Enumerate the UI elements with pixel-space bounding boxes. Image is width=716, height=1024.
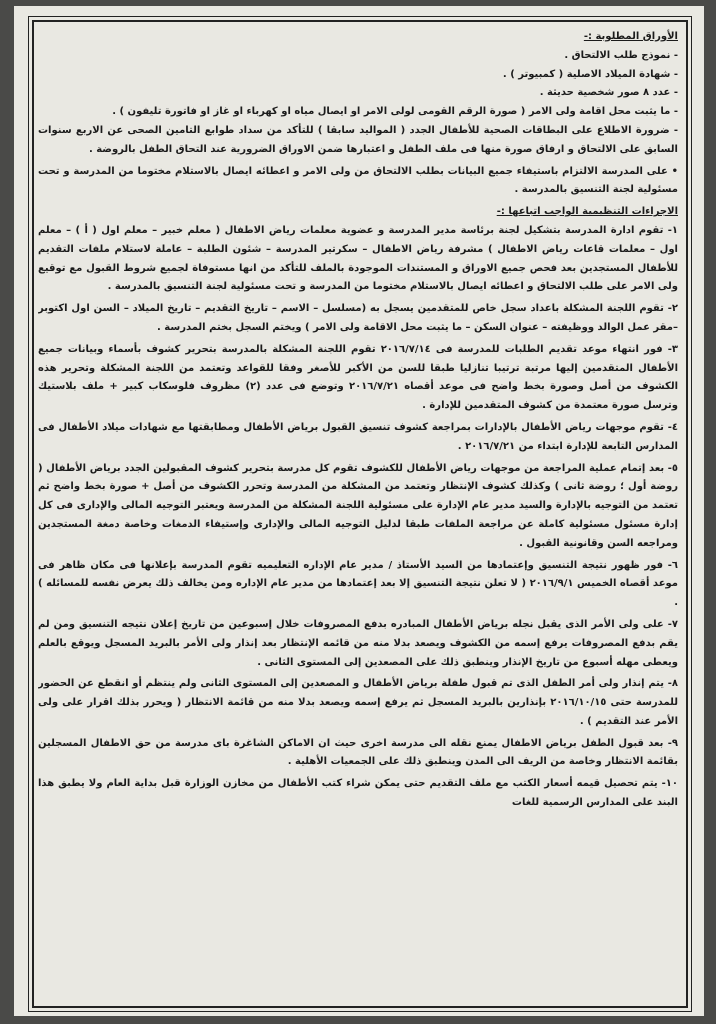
procedure-item: ٥- بعد إتمام عملية المراجعة من موجهات رياض الأطفال للكشوف تقوم كل مدرسة بتحرير كشوف المقبولين الجدد برياض الأطفال ( روضة أول ؛ روضة ثانى ) وكذلك كشوف الإنتظار وتعتمد من المشكلة من المدرسة وتحرر الكشوف من أصل + صورة بخط واضح ثم تعتمد من التوجيه بالإدارة والسيد مدير عام الإدارة على مسئولية اللجنة المشكلة من المدرسة ويعتبر التوجيه المالى والإدارى فى كل إدارة مسئول مسئولية كاملة عن مراجعة الملفات طبقا لدليل التوجيه المالى والإدارى وإستيفاء الدمغات وخاصة دمغة المستجدين ومراجعه السن وقانونية القبول . [38,462,678,549]
procedure-item: ١- تقوم ادارة المدرسة بتشكيل لجنة برئاسة مدير المدرسة و عضوية معلمات رياض الاطفال ( معلم خبير – معلم اول ( أ ) – معلم اول – معلمات قاعات رياض الاطفال ) مشرفة رياض الاطفال – سكرتير المدرسة – شئون الطلبة – عاملة لاستلام ملفات التقديم للأطفال المستجدين بعد فحص جميع الاوراق و المستندات الموجودة بالملف للتأكد من انها مستوفاة لجميع شروط القبول مع توقيع ولى الامر على طلب الالتحاق و اعطائه ايصال بالاستلام مختوما من المدرسة و تحت مسئولية لجنة التنسيق بالمدرسة . [38,224,678,293]
procedure-item: ٦- فور ظهور نتيجة التنسيق وإعتمادها من السيد الأستاذ / مدير عام الإداره التعليميه تقوم المدرسة بإعلانها فى مكان ظاهر فى موعد أقصاه الخميس ٢٠١٦/٩/١ ( لا تعلن نتيجة التنسيق إلا بعد إعتمادها من مدير عام الإداره ومن يخالف ذلك يعرض نفسه للمسائله ) . [38,559,678,609]
required-papers-list [38,47,678,200]
procedures-list [38,222,678,813]
procedure-item: ٩- بعد قبول الطفل برياض الاطفال يمنع نقله الى مدرسة اخرى حيث ان الاماكن الشاغرة باى مدرسة من حق الاطفال المسجلين بقائمة الانتظار وخاصة من الريف الى المدن وينطبق ذلك على الجمعيات الأهلية . [38,737,678,768]
list-item: - نموذج طلب الالتحاق . [564,49,678,61]
procedure-item: ٣- فور انتهاء موعد تقديم الطلبات للمدرسة فى ٢٠١٦/٧/١٤ تقوم اللجنة المشكلة بالمدرسة بتحرير كشوف بأسماء وبيانات جميع الأطفال المتقدمين إليها مرتبة ترتيبا تنازليا طبقا للسن من الأكبر للأصغر وفقا للقواعد وتعتمد من اللجنة المشكلة وتحرير هذه الكشوف من أصل وصورة بخط واضح فى موعد أقصاه ٢٠١٦/٧/٢١ وتوضع فى عدد (٢) مظروف فلوسكاب كبير + ملف بلاستيك وترسل صورة معتمدة من كشوف المتقدمين للإدارة . [38,343,678,412]
list-item: - عدد ٨ صور شخصية حديثة . [539,87,678,99]
list-item: - ضرورة الاطلاع على البطاقات الصحية للأطفال الجدد ( المواليد سابقا ) للتأكد من سداد طوابع التامين الصحى عن الاربع سنوات السابق على الالتحاق و ارفاق صورة منها فى ملف الطفل و اعتبارها ضمن الاوراق الضرورية عند التحاق الطفل بالروضة . [38,124,678,155]
procedure-item: ٧- على ولى الأمر الذى يقبل نجله برياض الأطفال المبادره بدفع المصروفات خلال إسبوعين من تاريخ إعلان نتيجه التنسيق ومن لم يقم بدفع المصروفات يرفع إسمه من الكشوف ويصعد بدلا منه من قائمه الإنتظار بعد إنذار ولى الأمر بالبريد المسجل ويوقع بالعلم ويعطى مهله أسبوع من تاريخ الإنذار وينطبق ذلك على المصعدين إلى المستوى الثانى . [38,618,678,668]
procedure-item: ٤- تقوم موجهات رياض الأطفال بالإدارات بمراجعة كشوف تنسيق القبول برياض الأطفال ومطابقتها مع شهادات ميلاد الأطفال فى المدارس التابعة للإدارة ابتداء من ٢٠١٦/٧/٢١ . [38,421,678,452]
required-papers-heading: الأوراق المطلوبة :- [583,31,678,42]
document-body [38,28,678,1000]
list-item: - شهادة الميلاد الاصلية ( كمبيوتر ) . [502,68,678,80]
procedure-item: ١٠- يتم تحصيل قيمه أسعار الكتب مع ملف التقديم حتى يمكن شراء كتب الأطفال من مخازن الوزارة قبل بداية العام ولا يطبق هذا البند على المدارس الرسمية للغات [38,778,678,809]
procedure-item: ٢- تقوم اللجنة المشكلة باعداد سجل خاص للمتقدمين يسجل به (مسلسل – الاسم – تاريخ التقديم – تاريخ الميلاد – السن اول اكتوبر –مقر عمل الوالد ووظيفته – عنوان السكن – ما يثبت محل الاقامة ولى الامر ) ويختم السجل بختم المدرسة . [38,303,678,333]
list-item: - ما يثبت محل اقامة ولى الامر ( صورة الرقم القومى لولى الامر او ايصال مياه او كهرباء او غاز او فاتورة تليفون ) . [112,106,678,118]
list-item: • على المدرسة الالتزام باستيفاء جميع البيانات بطلب الالتحاق من ولى الامر و اعطائه ايصال بالاستلام مختوما من المدرسة و تحت مسئولية لجنة التنسيق بالمدرسة . [38,165,678,196]
procedures-heading: الاجراءات التنظيمية الواجب اتباعها :- [496,206,678,218]
procedure-item: ٨- يتم إنذار ولى أمر الطفل الذى تم قبول طفلة برياض الأطفال و المصعدين إلى المستوى الثانى ولم ينتظم أو انقطع عن الحضور للمدرسة حتى ٢٠١٦/١٠/١٥ بإنذارين بالبريد المسجل ثم يرفع إسمه ويصعد بدلا منه من قائمة الانتظار ( ويحرر بذلك اقرار على ولى الأمر عند التقديم ) . [38,678,678,727]
document-page [14,6,704,1016]
